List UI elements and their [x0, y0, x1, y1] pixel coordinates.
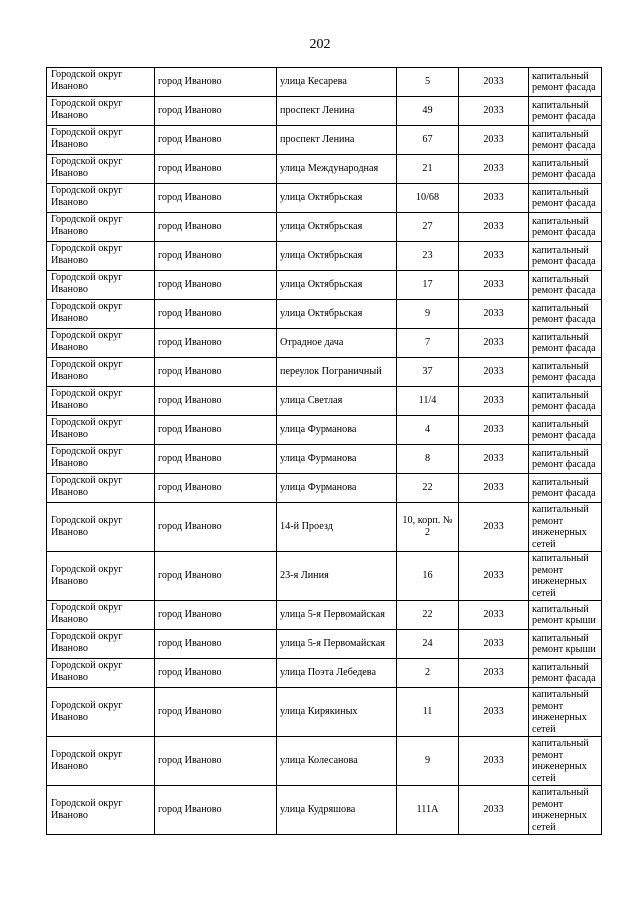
cell-c4: 2 [397, 659, 459, 688]
cell-c3: улица Светлая [277, 387, 397, 416]
table-row [47, 445, 602, 474]
cell-c5: 2033 [459, 630, 529, 659]
cell-c1: Городской округ Иваново [47, 601, 155, 630]
table-row [47, 688, 602, 737]
table-row [47, 271, 602, 300]
cell-c3: улица Октябрьская [277, 213, 397, 242]
cell-c1: Городской округ Иваново [47, 416, 155, 445]
cell-c3: улица Октябрьская [277, 184, 397, 213]
cell-c6: капитальный ремонт фасада [529, 329, 602, 358]
cell-c3: улица Кирякиных [277, 688, 397, 737]
cell-c6: капитальный ремонт фасада [529, 445, 602, 474]
cell-c5: 2033 [459, 552, 529, 601]
cell-c3: улица Колесанова [277, 737, 397, 786]
cell-c1: Городской округ Иваново [47, 387, 155, 416]
cell-c4: 22 [397, 601, 459, 630]
cell-c1: Городской округ Иваново [47, 242, 155, 271]
cell-c4: 9 [397, 300, 459, 329]
cell-c6: капитальный ремонт фасада [529, 68, 602, 97]
cell-c2: город Иваново [155, 552, 277, 601]
cell-c4: 5 [397, 68, 459, 97]
cell-c4: 4 [397, 416, 459, 445]
cell-c3: улица Кудряшова [277, 786, 397, 835]
cell-c6: капитальный ремонт фасада [529, 184, 602, 213]
cell-c5: 2033 [459, 445, 529, 474]
cell-c3: 23-я Линия [277, 552, 397, 601]
cell-c4: 16 [397, 552, 459, 601]
table-row [47, 659, 602, 688]
cell-c5: 2033 [459, 786, 529, 835]
cell-c2: город Иваново [155, 155, 277, 184]
cell-c1: Городской округ Иваново [47, 300, 155, 329]
cell-c3: 14-й Проезд [277, 503, 397, 552]
cell-c2: город Иваново [155, 271, 277, 300]
cell-c4: 8 [397, 445, 459, 474]
cell-c2: город Иваново [155, 601, 277, 630]
cell-c6: капитальный ремонт крыши [529, 630, 602, 659]
cell-c5: 2033 [459, 184, 529, 213]
cell-c5: 2033 [459, 416, 529, 445]
table-row [47, 300, 602, 329]
cell-c2: город Иваново [155, 737, 277, 786]
cell-c1: Городской округ Иваново [47, 68, 155, 97]
cell-c6: капитальный ремонт инженерных сетей [529, 786, 602, 835]
cell-c1: Городской округ Иваново [47, 630, 155, 659]
cell-c3: улица Октябрьская [277, 271, 397, 300]
cell-c2: город Иваново [155, 242, 277, 271]
cell-c2: город Иваново [155, 126, 277, 155]
cell-c3: улица Октябрьская [277, 300, 397, 329]
cell-c4: 22 [397, 474, 459, 503]
cell-c1: Городской округ Иваново [47, 329, 155, 358]
cell-c4: 21 [397, 155, 459, 184]
cell-c2: город Иваново [155, 387, 277, 416]
table-row [47, 126, 602, 155]
table-body [47, 68, 602, 835]
cell-c6: капитальный ремонт фасада [529, 213, 602, 242]
cell-c4: 24 [397, 630, 459, 659]
cell-c4: 10/68 [397, 184, 459, 213]
cell-c4: 27 [397, 213, 459, 242]
cell-c3: улица 5-я Первомайская [277, 601, 397, 630]
cell-c2: город Иваново [155, 474, 277, 503]
cell-c5: 2033 [459, 68, 529, 97]
cell-c3: улица Международная [277, 155, 397, 184]
cell-c2: город Иваново [155, 688, 277, 737]
table-row [47, 474, 602, 503]
cell-c2: город Иваново [155, 68, 277, 97]
cell-c3: улица Поэта Лебедева [277, 659, 397, 688]
table-row [47, 242, 602, 271]
cell-c6: капитальный ремонт инженерных сетей [529, 503, 602, 552]
cell-c4: 11/4 [397, 387, 459, 416]
cell-c3: проспект Ленина [277, 97, 397, 126]
table-row [47, 786, 602, 835]
table-row [47, 329, 602, 358]
cell-c5: 2033 [459, 155, 529, 184]
table-row [47, 213, 602, 242]
table-row [47, 68, 602, 97]
cell-c1: Городской округ Иваново [47, 503, 155, 552]
cell-c5: 2033 [459, 329, 529, 358]
cell-c6: капитальный ремонт фасада [529, 271, 602, 300]
cell-c5: 2033 [459, 213, 529, 242]
cell-c5: 2033 [459, 659, 529, 688]
cell-c2: город Иваново [155, 786, 277, 835]
cell-c2: город Иваново [155, 97, 277, 126]
cell-c2: город Иваново [155, 184, 277, 213]
cell-c6: капитальный ремонт фасада [529, 242, 602, 271]
cell-c6: капитальный ремонт инженерных сетей [529, 552, 602, 601]
cell-c2: город Иваново [155, 445, 277, 474]
cell-c6: капитальный ремонт фасада [529, 97, 602, 126]
cell-c4: 17 [397, 271, 459, 300]
cell-c3: проспект Ленина [277, 126, 397, 155]
table-row [47, 601, 602, 630]
cell-c1: Городской округ Иваново [47, 737, 155, 786]
cell-c5: 2033 [459, 601, 529, 630]
cell-c5: 2033 [459, 688, 529, 737]
cell-c1: Городской округ Иваново [47, 474, 155, 503]
cell-c1: Городской округ Иваново [47, 445, 155, 474]
cell-c2: город Иваново [155, 329, 277, 358]
cell-c5: 2033 [459, 97, 529, 126]
cell-c5: 2033 [459, 387, 529, 416]
cell-c4: 7 [397, 329, 459, 358]
cell-c1: Городской округ Иваново [47, 552, 155, 601]
cell-c5: 2033 [459, 242, 529, 271]
cell-c6: капитальный ремонт фасада [529, 358, 602, 387]
table-row [47, 416, 602, 445]
works-table [46, 67, 602, 835]
cell-c1: Городской округ Иваново [47, 659, 155, 688]
cell-c6: капитальный ремонт фасада [529, 300, 602, 329]
cell-c5: 2033 [459, 358, 529, 387]
cell-c1: Городской округ Иваново [47, 184, 155, 213]
cell-c4: 23 [397, 242, 459, 271]
cell-c6: капитальный ремонт инженерных сетей [529, 737, 602, 786]
table-row [47, 737, 602, 786]
cell-c4: 67 [397, 126, 459, 155]
table-row [47, 503, 602, 552]
cell-c6: капитальный ремонт крыши [529, 601, 602, 630]
table-row [47, 387, 602, 416]
cell-c1: Городской округ Иваново [47, 126, 155, 155]
cell-c6: капитальный ремонт фасада [529, 387, 602, 416]
cell-c2: город Иваново [155, 300, 277, 329]
cell-c3: улица Фурманова [277, 474, 397, 503]
cell-c3: улица 5-я Первомайская [277, 630, 397, 659]
cell-c4: 49 [397, 97, 459, 126]
cell-c4: 111А [397, 786, 459, 835]
cell-c6: капитальный ремонт фасада [529, 155, 602, 184]
cell-c4: 9 [397, 737, 459, 786]
cell-c3: улица Фурманова [277, 416, 397, 445]
table-row [47, 358, 602, 387]
table-row [47, 97, 602, 126]
cell-c3: улица Фурманова [277, 445, 397, 474]
cell-c6: капитальный ремонт фасада [529, 126, 602, 155]
cell-c5: 2033 [459, 737, 529, 786]
cell-c6: капитальный ремонт инженерных сетей [529, 688, 602, 737]
cell-c3: Отрадное дача [277, 329, 397, 358]
page-number: 202 [309, 37, 331, 52]
cell-c6: капитальный ремонт фасада [529, 659, 602, 688]
cell-c2: город Иваново [155, 630, 277, 659]
cell-c5: 2033 [459, 271, 529, 300]
cell-c4: 11 [397, 688, 459, 737]
cell-c3: улица Кесарева [277, 68, 397, 97]
cell-c2: город Иваново [155, 213, 277, 242]
cell-c3: улица Октябрьская [277, 242, 397, 271]
table-row [47, 630, 602, 659]
cell-c5: 2033 [459, 503, 529, 552]
cell-c6: капитальный ремонт фасада [529, 474, 602, 503]
cell-c2: город Иваново [155, 659, 277, 688]
table-row [47, 155, 602, 184]
cell-c1: Городской округ Иваново [47, 213, 155, 242]
cell-c3: переулок Пограничный [277, 358, 397, 387]
cell-c2: город Иваново [155, 503, 277, 552]
cell-c2: город Иваново [155, 358, 277, 387]
cell-c1: Городской округ Иваново [47, 358, 155, 387]
cell-c4: 37 [397, 358, 459, 387]
cell-c1: Городской округ Иваново [47, 688, 155, 737]
cell-c6: капитальный ремонт фасада [529, 416, 602, 445]
cell-c1: Городской округ Иваново [47, 155, 155, 184]
table-row [47, 552, 602, 601]
cell-c5: 2033 [459, 126, 529, 155]
cell-c5: 2033 [459, 474, 529, 503]
cell-c5: 2033 [459, 300, 529, 329]
cell-c1: Городской округ Иваново [47, 786, 155, 835]
cell-c4: 10, корп. № 2 [397, 503, 459, 552]
cell-c2: город Иваново [155, 416, 277, 445]
cell-c1: Городской округ Иваново [47, 271, 155, 300]
table-row [47, 184, 602, 213]
cell-c1: Городской округ Иваново [47, 97, 155, 126]
